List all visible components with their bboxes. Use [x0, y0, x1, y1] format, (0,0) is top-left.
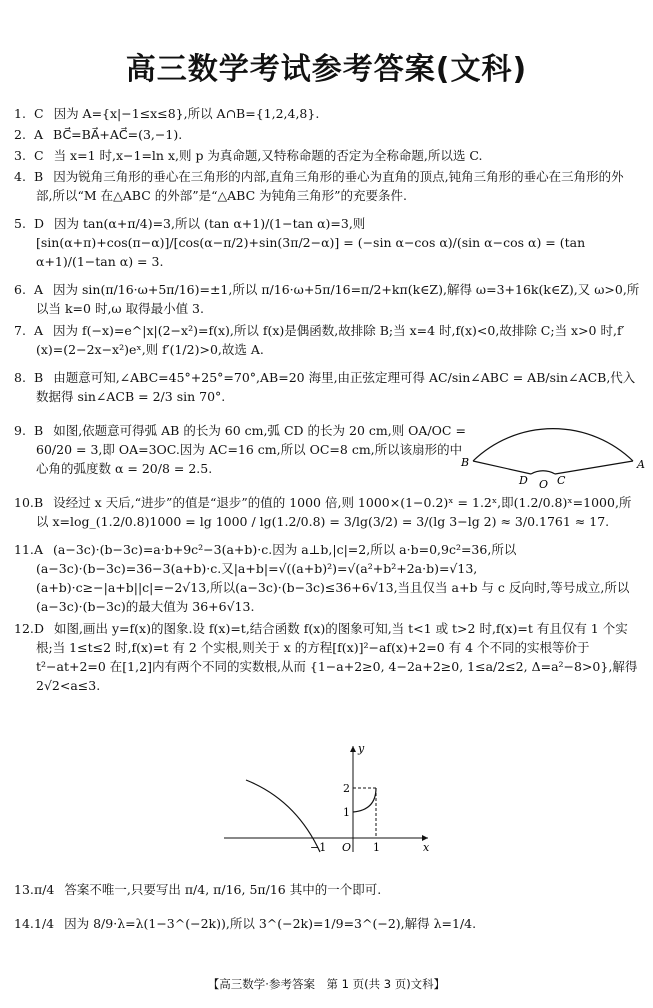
answer-explanation: BC⃗=BA⃗+AC⃗=(3,−1).	[53, 127, 183, 142]
answer-explanation: 如图,画出 y=f(x)的图象.设 f(x)=t,结合函数 f(x)的图象可知,当 t<1 或 t>2 时,f(x)=t 有且仅有 1 个实根;当 1≤t≤2 时,f(x)=t 有 2 个实根,则关于 x 的方程[f(x)]²−af(x)+2=0 有 4 个不同的实根等价于 t²−at+2=0 在[1,2]内有两个不同的实数根,从而 {1−a+2≥0, 4−2a+2≥0, 1≤a/2≤2, Δ=a²−8>0},解得 2√2<a≤3.	[36, 621, 638, 693]
answer-item-10: 10.B 设经过 x 天后,“进步”的值是“退步”的值的 1000 倍,则 1000×(1−0.2)ˣ = 1.2ˣ,即(1.2/0.8)ˣ=1000,所以 x=log_(1.2/0.8)1000 = lg 1000 / lg(1.2/0.8) = 3/lg(3/2) = 3/(lg 3−lg 2) ≈ 3/0.1761 ≈ 17.	[14, 495, 632, 529]
answer-explanation: 设经过 x 天后,“进步”的值是“退步”的值的 1000 倍,则 1000×(1−0.2)ˣ = 1.2ˣ,即(1.2/0.8)ˣ=1000,所以 x=log_(1.2/0.8)1000 = lg 1000 / lg(1.2/0.8) = 3/lg(3/2) = 3/(lg 3−lg 2) ≈ 3/0.1761 ≈ 17.	[36, 495, 632, 529]
answer-choice: A	[34, 127, 44, 142]
answer-item-11: 11.A (a−3c)·(b−3c)=a·b+9c²−3(a+b)·c.因为 a⊥b,|c|=2,所以 a·b=0,9c²=36,所以(a−3c)·(b−3c)=36−3(a+b)·c.又|a+b|=√((a+b)²)=√(a²+b²+2a·b)=√13,(a+b)·c≥−|a+b||c|=−2√13,所以(a−3c)·(b−3c)≤36+6√13,当且仅当 a+b 与 c 反向时,等号成立,所以(a−3c)·(b−3c)的最大值为 36+6√13.	[14, 542, 630, 614]
segment-ac	[555, 461, 633, 474]
label-c: C	[557, 474, 566, 487]
answer-item-1: 1. C 因为 A={x|−1≤x≤8},所以 A∩B={1,2,4,8}.	[14, 106, 320, 121]
answer-choice: D	[34, 621, 45, 636]
answer-choice: C	[34, 148, 44, 163]
answer-item-4: 4. B 因为锐角三角形的垂心在三角形的内部,直角三角形的垂心为直角的顶点,钝角三角形的垂心在三角形的外部,所以“M 在△ABC 的外部”是“△ABC 为钝角三角形”的充要条件.	[14, 169, 624, 203]
answer-item-5: 5. D 因为 tan(α+π/4)=3,所以 (tan α+1)/(1−tan α)=3,则 [sin(α+π)+cos(π−α)]/[cos(α−π/2)+sin(3π/2−α)] = (−sin α−cos α)/(sin α−cos α) = (tan α+1)/(1−tan α) = 3.	[14, 216, 586, 269]
label-y: y	[358, 742, 365, 755]
label-x-one: 1	[373, 841, 380, 854]
answer-explanation: 因为 8/9·λ=λ(1−3^(−2k)),所以 3^(−2k)=1/9=3^(−2),解得 λ=1/4.	[64, 916, 477, 931]
answer-choice: A	[34, 323, 44, 338]
answer-explanation: 因为 A={x|−1≤x≤8},所以 A∩B={1,2,4,8}.	[53, 106, 320, 121]
answer-choice: 1/4	[34, 916, 55, 931]
label-x: x	[423, 841, 430, 854]
page-footer: 【高三数学·参考答案 第 1 页(共 3 页)文科】	[207, 977, 446, 991]
label-neg-one: −1	[310, 841, 327, 854]
answer-list-fill	[14, 880, 640, 936]
answer-choice: B	[34, 495, 44, 510]
answer-explanation: (a−3c)·(b−3c)=a·b+9c²−3(a+b)·c.因为 a⊥b,|c|=2,所以 a·b=0,9c²=36,所以(a−3c)·(b−3c)=36−3(a+b)·c.又|a+b|=√((a+b)²)=√(a²+b²+2a·b)=√13,(a+b)·c≥−|a+b||c|=−2√13,所以(a−3c)·(b−3c)≤36+6√13,当且仅当 a+b 与 c 反向时,等号成立,所以(a−3c)·(b−3c)的最大值为 36+6√13.	[36, 542, 630, 614]
answer-explanation: 因为锐角三角形的垂心在三角形的内部,直角三角形的垂心为直角的顶点,钝角三角形的垂心在三角形的外部,所以“M 在△ABC 的外部”是“△ABC 为钝角三角形”的充要条件.	[36, 169, 624, 203]
answer-choice: B	[34, 370, 44, 385]
answer-choice: π/4	[34, 882, 55, 897]
arc-ab	[473, 429, 633, 461]
sector-figure	[453, 396, 653, 496]
answer-choice: D	[34, 216, 45, 231]
answer-explanation: 因为 sin(π/16·ω+5π/16)=±1,所以 π/16·ω+5π/16=π/2+kπ(k∈Z),解得 ω=3+16k(k∈Z),又 ω>0,所以当 k=0 时,ω 取得最小值 3.	[36, 282, 640, 316]
answer-item-6: 6. A 因为 sin(π/16·ω+5π/16)=±1,所以 π/16·ω+5π/16=π/2+kπ(k∈Z),解得 ω=3+16k(k∈Z),又 ω>0,所以当 k=0 时,ω 取得最小值 3.	[14, 282, 640, 316]
label-o: O	[539, 478, 549, 491]
label-y-two: 2	[343, 782, 350, 795]
answer-item-2: 2. A BC⃗=BA⃗+AC⃗=(3,−1).	[14, 127, 183, 142]
answer-choice: C	[34, 106, 44, 121]
answer-choice: B	[34, 423, 44, 438]
answer-explanation: 由题意可知,∠ABC=45°+25°=70°,AB=20 海里,由正弦定理可得 AC/sin∠ABC = AB/sin∠ACB,代入数据得 sin∠ACB = 2/3 sin 70°.	[36, 370, 636, 404]
y-arrow-icon	[350, 746, 356, 752]
label-b: B	[461, 456, 470, 469]
answer-explanation: 当 x=1 时,x−1=ln x,则 p 为真命题,又特称命题的否定为全称命题,所以选 C.	[53, 148, 483, 163]
segment-bd	[473, 461, 531, 474]
answer-item-14: 14.1/4 因为 8/9·λ=λ(1−3^(−2k)),所以 3^(−2k)=1/9=3^(−2),解得 λ=1/4.	[14, 916, 477, 931]
answer-item-3: 3. C 当 x=1 时,x−1=ln x,则 p 为真命题,又特称命题的否定为全称命题,所以选 C.	[14, 148, 483, 163]
answer-choice: A	[34, 542, 44, 557]
answer-choice: B	[34, 169, 44, 184]
answer-item-9: 9. B 如图,依题意可得弧 AB 的长为 60 cm,弧 CD 的长为 20 cm,则 OA/OC = 60/20 = 3,即 OA=3OC.因为 AC=16 cm,所以 OC=8 cm,所以该扇形的中心角的弧度数 α = 20/8 = 2.5.	[14, 423, 466, 476]
answer-explanation: 因为 tan(α+π/4)=3,所以 (tan α+1)/(1−tan α)=3,则 [sin(α+π)+cos(π−α)]/[cos(α−π/2)+sin(3π/2−α)] = (−sin α−cos α)/(sin α−cos α) = (tan α+1)/(1−tan α) = 3.	[36, 216, 586, 269]
curve-left	[246, 780, 320, 852]
answer-item-13: 13.π/4 答案不唯一,只要写出 π/4, π/16, 5π/16 其中的一个即可.	[14, 882, 382, 897]
curve-right	[353, 788, 376, 812]
answer-item-12: 12.D 如图,画出 y=f(x)的图象.设 f(x)=t,结合函数 f(x)的图象可知,当 t<1 或 t>2 时,f(x)=t 有且仅有 1 个实根;当 1≤t≤2 时,f(x)=t 有 2 个实根,则关于 x 的方程[f(x)]²−af(x)+2=0 有 4 个不同的实根等价于 t²−at+2=0 在[1,2]内有两个不同的实数根,从而 {1−a+2≥0, 4−2a+2≥0, 1≤a/2≤2, Δ=a²−8>0},解得 2√2<a≤3.	[14, 621, 638, 693]
answer-explanation: 因为 f(−x)=e^|x|(2−x²)=f(x),所以 f(x)是偶函数,故排除 B;当 x=4 时,f(x)<0,故排除 C;当 x>0 时,f′(x)=(2−2x−x²)eˣ,则 f′(1/2)>0,故选 A.	[36, 323, 625, 357]
answer-explanation: 答案不唯一,只要写出 π/4, π/16, 5π/16 其中的一个即可.	[64, 882, 382, 897]
answer-explanation: 如图,依题意可得弧 AB 的长为 60 cm,弧 CD 的长为 20 cm,则 OA/OC = 60/20 = 3,即 OA=3OC.因为 AC=16 cm,所以 OC=8 cm,所以该扇形的中心角的弧度数 α = 20/8 = 2.5.	[36, 423, 466, 476]
page-title: 高三数学考试参考答案(文科)	[125, 52, 528, 87]
answer-item-8: 8. B 由题意可知,∠ABC=45°+25°=70°,AB=20 海里,由正弦定理可得 AC/sin∠ABC = AB/sin∠ACB,代入数据得 sin∠ACB = 2/3 sin 70°.	[14, 370, 636, 404]
label-d: D	[519, 474, 528, 487]
function-graph	[216, 740, 436, 858]
answer-item-7: 7. A 因为 f(−x)=e^|x|(2−x²)=f(x),所以 f(x)是偶函数,故排除 B;当 x=4 时,f(x)<0,故排除 C;当 x>0 时,f′(x)=(2−2x−x²)eˣ,则 f′(1/2)>0,故选 A.	[14, 323, 625, 357]
arc-cd	[531, 471, 555, 474]
answer-choice: A	[34, 282, 44, 297]
label-origin: O	[342, 841, 352, 854]
label-a: A	[637, 458, 645, 471]
label-y-one: 1	[343, 806, 350, 819]
